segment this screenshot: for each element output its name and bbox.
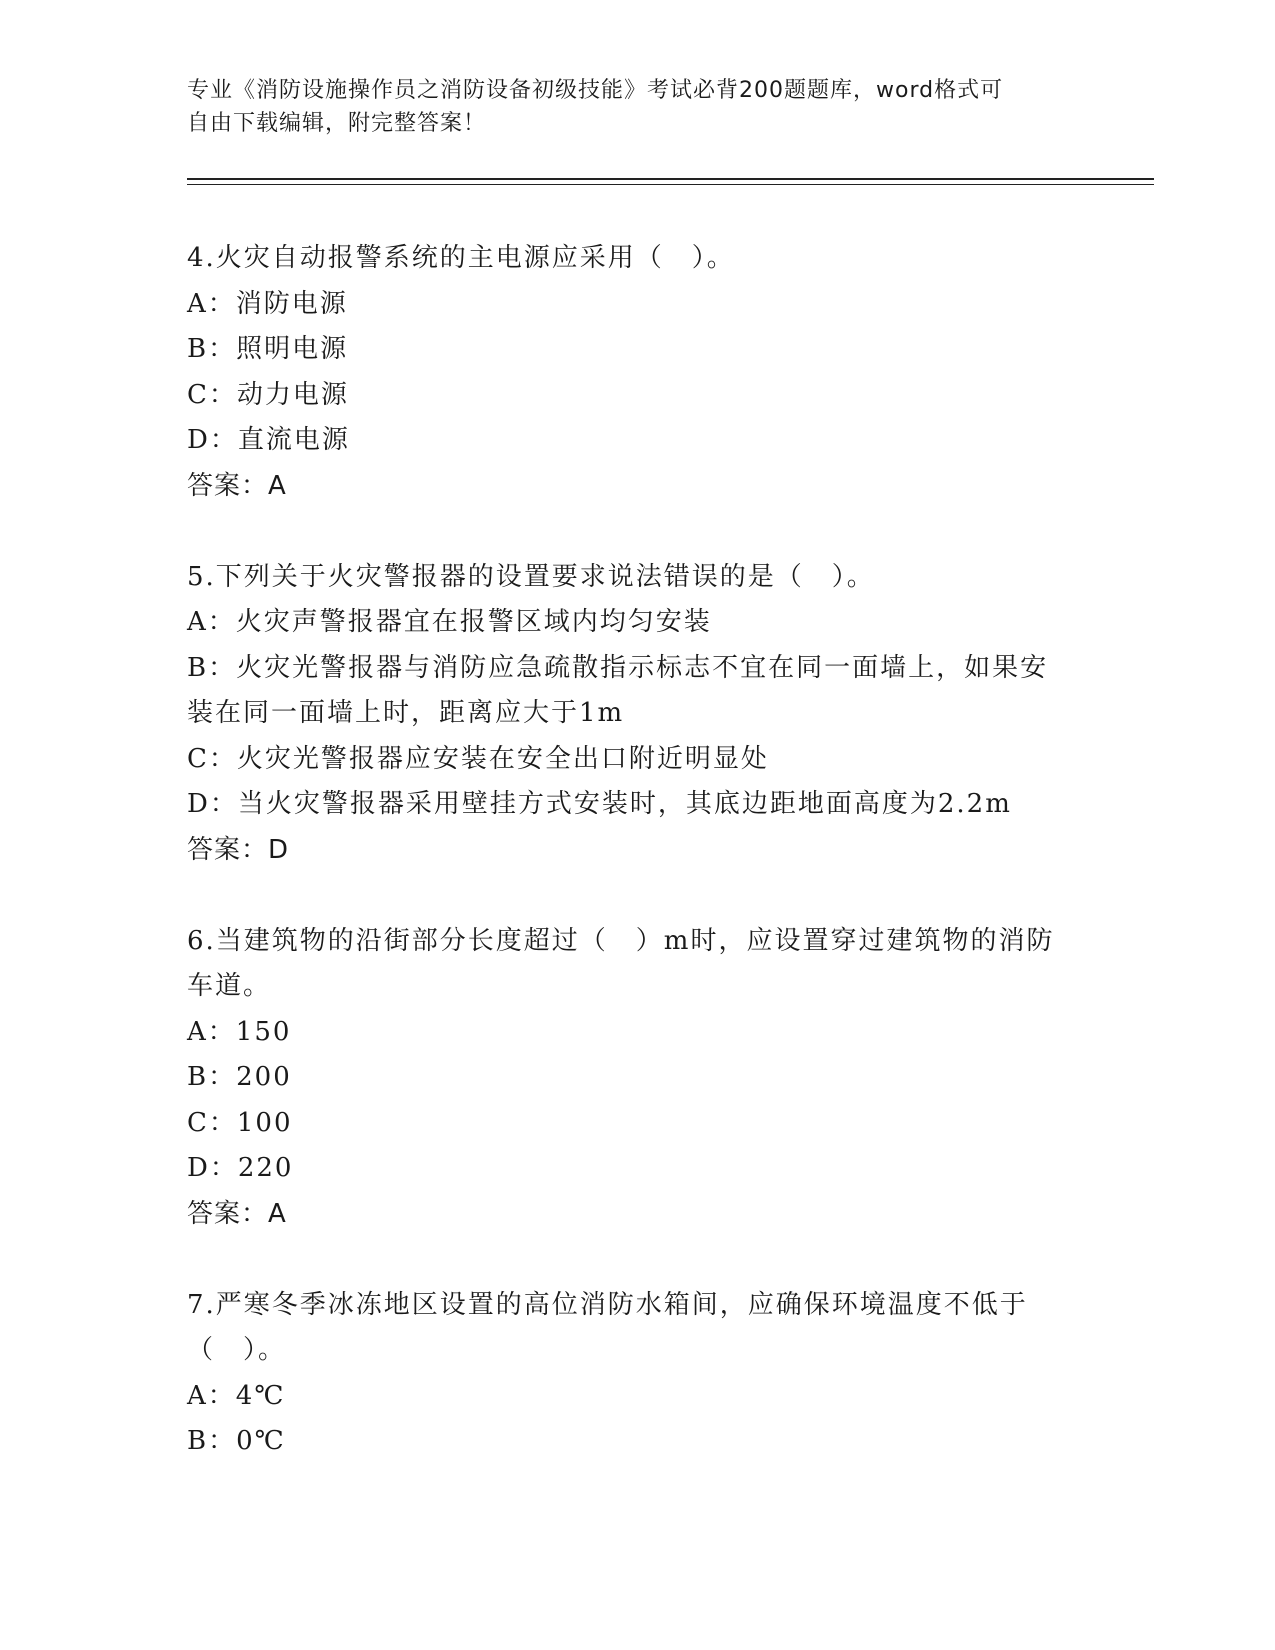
answer: 答案：A [187, 1198, 287, 1229]
option-b: B：200 [187, 1062, 292, 1092]
question-6 [187, 919, 1087, 1238]
header-divider-thick [187, 178, 1154, 180]
question-stem-continued: 车道。 [187, 971, 272, 1001]
option-c: C：动力电源 [187, 379, 349, 410]
question-stem: 7.严寒冬季冰冻地区设置的高位消防水箱间，应确保环境温度不低于 [187, 1289, 1028, 1320]
question-stem: 4.火灾自动报警系统的主电源应采用（ ）。 [187, 243, 735, 273]
question-5 [187, 555, 1087, 874]
option-a: A：4℃ [187, 1380, 286, 1411]
answer: 答案：D [187, 834, 290, 865]
header-line-1: 专业《消防设施操作员之消防设备初级技能》考试必背200题题库，word格式可 [187, 78, 1004, 103]
option-a: A：消防电源 [187, 288, 348, 319]
option-a: A：火灾声警报器宜在报警区域内均匀安装 [187, 607, 712, 637]
option-c: C：火灾光警报器应安装在安全出口附近明显处 [187, 743, 769, 774]
header-line-2: 自由下载编辑，附完整答案！ [187, 111, 487, 136]
question-list [187, 236, 1087, 1465]
option-b: B：火灾光警报器与消防应急疏散指示标志不宜在同一面墙上，如果安 [187, 652, 1049, 683]
question-7 [187, 1283, 1087, 1465]
option-b: B：0℃ [187, 1426, 286, 1456]
question-stem: 5.下列关于火灾警报器的设置要求说法错误的是（ ）。 [187, 561, 875, 592]
option-d: D：当火灾警报器采用壁挂方式安装时，其底边距地面高度为2.2m [187, 789, 1012, 819]
question-stem: 6.当建筑物的沿街部分长度超过（ ）m时，应设置穿过建筑物的消防 [187, 925, 1055, 956]
option-a: A：150 [187, 1016, 292, 1047]
header-divider-thin [187, 184, 1154, 185]
document-header [187, 74, 1067, 140]
answer: 答案：A [187, 470, 287, 501]
option-c: C：100 [187, 1107, 293, 1138]
option-d: D：直流电源 [187, 425, 350, 455]
question-stem-continued: （ ）。 [187, 1335, 287, 1365]
option-b: B：照明电源 [187, 334, 349, 364]
option-d: D：220 [187, 1153, 294, 1183]
question-4 [187, 236, 1087, 509]
option-b-continued: 装在同一面墙上时，距离应大于1m [187, 698, 625, 728]
